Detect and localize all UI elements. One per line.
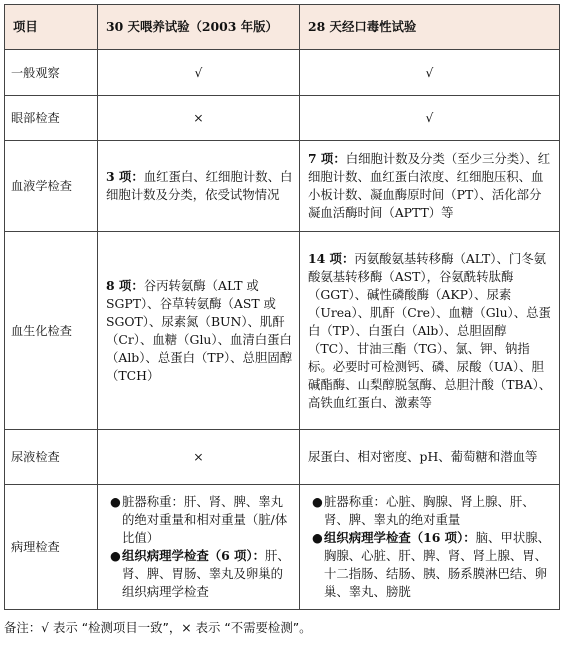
cell-lead: 组织病理学检查（6 项）： — [122, 548, 266, 563]
check-mark: √ — [300, 50, 560, 96]
list-item — [106, 493, 293, 547]
table-row — [5, 50, 560, 96]
list-item — [308, 493, 553, 529]
cell-body: 肝、肾、脾、胃肠、睾丸及卵巢的组织病理学检查 — [122, 548, 290, 599]
cell-text — [98, 141, 300, 232]
check-mark: √ — [98, 50, 300, 96]
cell-body: 脏器称重：心脏、胸腺、肾上腺、肝、肾、脾、睾丸的绝对重量 — [324, 494, 535, 527]
cell-text — [300, 485, 560, 610]
table-row — [5, 141, 560, 232]
cell-body: 脏器称重：肝、肾、脾、睾丸的绝对重量和相对重量（脏/体比值） — [122, 494, 288, 545]
table-row — [5, 485, 560, 610]
header-item: 项目 — [5, 5, 98, 50]
bullet-icon: ● — [312, 530, 323, 545]
row-label: 尿液检查 — [5, 430, 98, 485]
cell-body: 谷丙转氨酶（ALT 或 SGPT）、谷草转氨酶（AST 或 SGOT）、尿素氮（BUN）、肌酐（Cr）、血糖（Glu）、血清白蛋白（Alb）、总蛋白（TP）、总胆固醇（TCH） — [106, 277, 293, 383]
cell-lead: 7 项： — [308, 151, 346, 166]
list-item — [308, 529, 553, 601]
row-label: 血液学检查 — [5, 141, 98, 232]
row-label: 血生化检查 — [5, 232, 98, 430]
check-mark: √ — [300, 96, 560, 141]
list-item — [106, 547, 293, 601]
comparison-table — [4, 4, 560, 610]
cell-text — [98, 485, 300, 610]
cell-text — [300, 232, 560, 430]
bullet-icon: ● — [110, 548, 121, 563]
cross-mark: × — [98, 96, 300, 141]
footnote: 备注：√ 表示 “检测项目一致”，× 表示 “不需要检测”。 — [4, 620, 312, 635]
header-30-day-feeding: 30 天喂养试验（2003 年版） — [98, 5, 300, 50]
cell-text — [300, 141, 560, 232]
cell-body: 脑、甲状腺、胸腺、心脏、肝、脾、肾、肾上腺、胃、十二指肠、结肠、胰、肠系膜淋巴结、卵巢、睾丸、膀胱 — [324, 530, 550, 599]
table-row — [5, 430, 560, 485]
cell-body: 丙氨酸氨基转移酶（ALT）、门冬氨酸氨基转移酶（AST），谷氨酰转肽酶（GGT）、碱性磷酸酶（AKP）、尿素（Urea）、肌酐（Cre）、血糖（Glu）、总蛋白（TP）、白蛋白（Alb）、总胆固醇（TC）、甘油三酯（TG）、氯、钾、钠指标。必要时可检测钙、磷、尿酸（UA）、胆碱酯酶、山梨醇脱氢酶、总胆汁酸（TBA）、高铁血红蛋白、激素等 — [308, 250, 552, 410]
row-label: 病理检查 — [5, 485, 98, 610]
header-row — [5, 5, 560, 50]
bullet-list — [106, 493, 293, 601]
bullet-list — [308, 493, 553, 601]
cell-text — [98, 232, 300, 430]
cell-body: 血红蛋白、红细胞计数、白细胞计数及分类，依受试物情况 — [106, 169, 293, 202]
cell-lead: 组织病理学检查（16 项）： — [324, 530, 476, 545]
header-28-day-oral: 28 天经口毒性试验 — [300, 5, 560, 50]
row-label: 一般观察 — [5, 50, 98, 96]
cell-body: 白细胞计数及分类（至少三分类）、红细胞计数、血红蛋白浓度、红细胞压积、血小板计数、凝血酶原时间（PT）、活化部分凝血活酶时间（APTT）等 — [308, 151, 551, 220]
cell-lead: 3 项： — [106, 169, 144, 184]
table-row — [5, 96, 560, 141]
cell-lead: 8 项： — [106, 277, 144, 293]
row-label: 眼部检查 — [5, 96, 98, 141]
table-row — [5, 232, 560, 430]
bullet-icon: ● — [110, 494, 121, 509]
cross-mark: × — [98, 430, 300, 485]
cell-lead: 14 项： — [308, 250, 355, 266]
cell-text — [300, 430, 560, 485]
cell-body: 尿蛋白、相对密度、pH、葡萄糖和潜血等 — [308, 449, 538, 464]
bullet-icon: ● — [312, 494, 323, 509]
